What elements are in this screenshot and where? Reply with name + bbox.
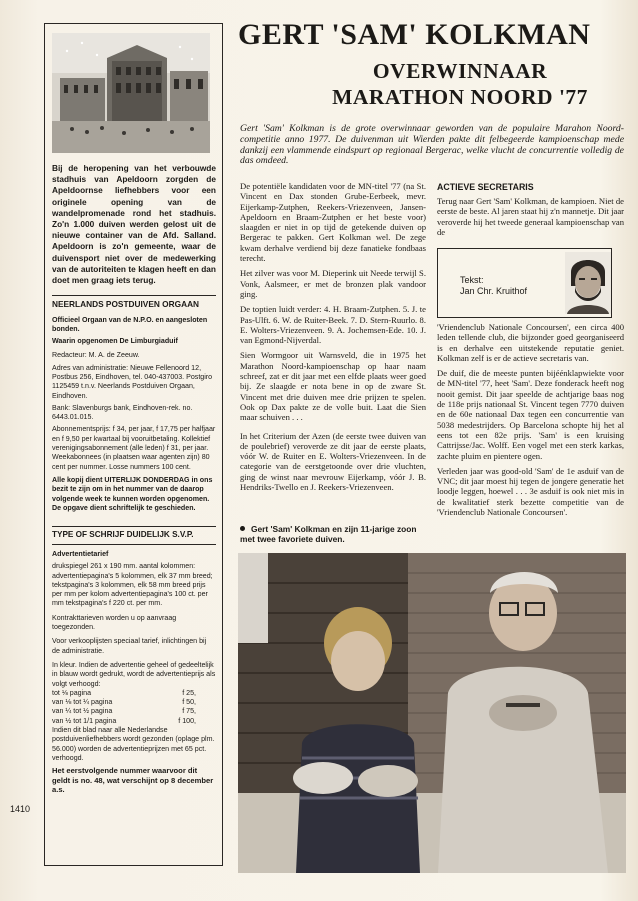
- article-paragraph: Het zilver was voor M. Dieperink uit Neede terwijl S. Vonk, Aalsmeer, er met de bronzen plak vandoor ging.: [240, 268, 426, 299]
- ads-sellers: Voor verkooplijsten speciaal tarief, inlichtingen bij de administratie.: [52, 637, 207, 655]
- article-paragraph: Verleden jaar was good-old 'Sam' de 1e asduif van de VNC; dit jaar moest hij tegen de jongere generatie het loodje leggen, hoewel . . . 3e asduif is ook niet mis in de kwalitatief sterk bezette competitie van de 'Vriendenclub Nationale Concoursen'.: [437, 465, 624, 518]
- ads-all-fanciers: Indien dit blad naar alle Nederlandse postduivenliefhebbers wordt gezonden (oplage plm. 56.000) worden de advertentieprijzen met 65 pct. verhoogd.: [52, 726, 215, 762]
- article-paragraph: De duif, die de meeste punten bijéénklapwiekte voor de MN-titel '77, heet 'Sam'. Deze fonderack heeft nog nooit gemist. Dit jaar speelde de achtjarige baas nog de 118e prijs nationaal St. Vincent tegen 7770 duiven en de 60e nationaal Dax tegen een concurrentie van 5038 medestrijders. Op Barcelona schopte hij het al eens tot een 82e prijs. 'Sam' is een kruising Cattrijsse/Jac. Wolff. Een vogel met een sterk karkas, zachte pluim en pientere ogen.: [437, 368, 624, 461]
- rate-row: [52, 717, 216, 726]
- article-paragraph: De potentiële kandidaten voor de MN-titel '77 (na St. Vincent en Dax stonden Grube-Eerbeek, mevr. Eijerkamp-Zutphen, Reekers-Vriezenveen, Jansen-Apeldoorn en Braam-Zutphen er het beste voor) slaagden er niet in op tijd de getekende duiven op Bergerac te pakken. Gert Kolkman wel. De zege kwam derhalve verdiend bij deze fanatieke fondbaas terecht.: [240, 181, 426, 264]
- secretary-heading: ACTIEVE SECRETARIS: [437, 182, 534, 192]
- ad-rates: [52, 550, 216, 798]
- masthead-title: NEERLANDS POSTDUIVEN ORGAAN: [52, 299, 200, 309]
- masthead: [52, 299, 216, 516]
- ads-contract: Kontrakttarieven worden u op aanvraag toegezonden.: [52, 613, 177, 632]
- author-portrait: [565, 252, 611, 314]
- divider: [52, 526, 216, 527]
- masthead-copy-deadline: Alle kopij dient UITERLIJK DONDERDAG in ons bezit te zijn om in het nummer van de daarop volgende week te kunnen worden opgenomen. De opgave dient schriftelijk te geschieden.: [52, 475, 213, 512]
- ads-body: drukspiegel 261 x 190 mm. aantal kolommen: advertentiepagina's 5 kolommen, elk 37 mm breed; tekstpagina's 3 kolommen, elk 58 mm breed prijs per mm per kolom advertentiepagina's 100 ct. per mm tekstpagina's f 220 ct. per mm.: [52, 562, 213, 608]
- ads-heading: Advertentietarief: [52, 550, 109, 558]
- author-box: [437, 248, 612, 318]
- rate-row: [52, 698, 216, 707]
- masthead-includes: Waarin opgenomen De Limburgiaduif: [52, 337, 178, 346]
- article-title: GERT 'SAM' KOLKMAN: [238, 18, 591, 51]
- article-column-2: [437, 322, 624, 522]
- article-intro: Gert 'Sam' Kolkman is de grote overwinnaar geworden van de populaire Marahon Noord-competitie anno 1977. De duivenman uit Wierden pakte dit felbegeerde kampioenschap mede dankzij een vlammende eindspurt op regionaal Bergerac, welke vlucht de concurrentie volledig de das omdeed.: [240, 123, 624, 167]
- rate-row: [52, 707, 216, 716]
- article-subtitle: [300, 58, 620, 110]
- article-paragraph: De toptien luidt verder: 4. H. Braam-Zutphen. 5. J. te Pas-Ulft. 6. W. de Ruiter-Beek. 7. D. Stern-Ruurlo. 8. E. Wolters-Vriezenveen. 9. A. Jochemsen-Ede. 10. J. van Egmond-Nijverdal.: [240, 304, 426, 346]
- masthead-editor: Redacteur: M. A. de Zeeuw.: [52, 351, 140, 360]
- page-number: 1410: [10, 804, 31, 814]
- divider: [52, 295, 216, 296]
- author-label: Tekst:: [460, 275, 484, 285]
- rate-price: f 75,: [182, 707, 196, 716]
- masthead-subscription: Abonnementsprijs: f 34, per jaar, f 17,75 per halfjaar en f 9,50 per kwartaal bij vooruitbetaling. Kollektief verenigingsabonnement (alle leden) f 31, per jaar. Weekabonnees (in plaatsen waar agenten zijn) 80 cent per nummer. Losse nummers 100 cent.: [52, 425, 216, 471]
- rate-label: tot ⅛ pagina: [52, 688, 92, 697]
- author-name: Jan Chr. Kruithof: [460, 286, 528, 296]
- article-paragraph: In het Criterium der Azen (de eerste twee duiven van de poulebrief) veroverde ze dit jaar de eerste plaats, vóór W. de Ruiter en E. Wolters-Vriezenveen. In de categorie van de eerstgetoonde over drie vluchten, ging de winst naar mevrouw Eijerkamp, vóór J. B. Hendriks-Twello en J. Reekers-Vriezenveen.: [240, 430, 426, 493]
- photo-note-text: Gert 'Sam' Kolkman en zijn 11-jarige zoon met twee favoriete duiven.: [240, 524, 417, 544]
- article-column-1: [240, 181, 426, 497]
- rate-price: f 100,: [178, 716, 196, 725]
- article-paragraph: Sien Wormgoor uit Warnsveld, die in 1975 het Marathon Noord-kampioenschap op haar naam schreef, zat er dit jaar met een elfde plaats weer goed bij. Ze slaagde er nota bene in op de zware St. Vincent met drie duiven mee drie prijzen te spelen. Ook op Dax pakte ze de volle buit. Laat die Sien maar schuiven . . .: [240, 350, 426, 423]
- rate-price: f 50,: [182, 698, 196, 707]
- rates-table: [52, 689, 216, 726]
- divider: [52, 544, 216, 545]
- rate-label: van ¼ tot ½ pagina: [52, 707, 113, 716]
- article-column-2-intro: Terug naar Gert 'Sam' Kolkman, de kampioen. Niet de eerste de beste. Al jaren staat hij z'n mannetje. Dit jaar veroverde hij het tweede generaal kampioenschap van de: [437, 196, 624, 237]
- type-heading: TYPE OF SCHRIJF DUIDELIJK S.V.P.: [52, 530, 194, 539]
- ads-next-issue: Het eerstvolgende nummer waarvoor dit geldt is no. 48, wat verschijnt op 8 december a.s.: [52, 766, 214, 795]
- subtitle-line-2: MARATHON NOORD '77: [332, 85, 588, 109]
- bullet-icon: [240, 526, 245, 531]
- photo-caption: Bij de heropening van het verbouwde stadhuis van Apeldoorn zorgden de Apeldoornse liefhebbers voor een originele opening van de wandelpromenade rond het stadhuis. Zo'n 1.000 duiven werden gelost uit de nieuwe container van de Afd. Salland. Apeldoorn is zo'n gemeente, waar de duivensport niet over de medewerking van de autoriteiten te klagen heeft en dan doet men graag iets terug.: [52, 163, 216, 286]
- photo-note: [240, 524, 426, 544]
- ads-color: In kleur. Indien de advertentie geheel of gedeeltelijk in blauw wordt gedrukt, wordt de advertentieprijs als volgt verhoogd:: [52, 660, 216, 688]
- kolkman-and-son-photo: [238, 553, 626, 873]
- rate-price: f 25,: [182, 688, 196, 697]
- author-credit: [460, 275, 527, 297]
- article-paragraph: 'Vriendenclub Nationale Concoursen', een circa 400 leden tellende club, die bijzonder goed georganiseerd is en derhalve een uitstekende reputatie geniet. Kolkman zelf is er de actieve secretaris van.: [437, 322, 624, 363]
- rate-label: van ⅛ tot ¼ pagina: [52, 698, 113, 707]
- masthead-organ: Officieel Orgaan van de N.P.O. en aangesloten bonden.: [52, 315, 208, 333]
- town-hall-photo: [52, 33, 210, 153]
- subtitle-line-1: OVERWINNAAR: [372, 59, 548, 83]
- rate-label: van ½ tot 1/1 pagina: [52, 716, 117, 725]
- rate-row: [52, 689, 216, 698]
- masthead-bank: Bank: Slavenburgs bank, Eindhoven-rek. no. 6443.01.015.: [52, 403, 193, 422]
- masthead-address: Adres van administratie: Nieuwe Fellenoord 12, Postbus 256, Eindhoven, tel. 040-437003. Postgiro 1125459 t.n.v. Neerlands Postduiven Orgaan, Eindhoven.: [52, 363, 213, 400]
